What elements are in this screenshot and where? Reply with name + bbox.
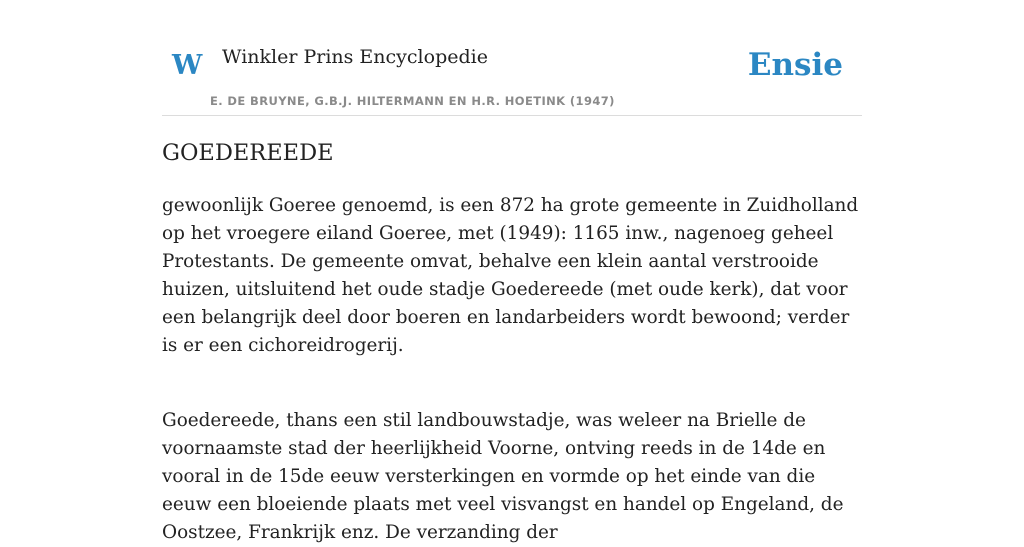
ensie-brand-logo[interactable]: Ensie [747, 47, 843, 83]
source-logo-link[interactable]: W [172, 50, 203, 81]
source-title: Winkler Prins Encyclopedie [222, 46, 488, 68]
entry-title: GOEDEREEDE [162, 140, 334, 166]
source-header [162, 0, 862, 116]
content-container [162, 0, 862, 543]
source-authors: E. DE BRUYNE, G.B.J. HILTERMANN EN H.R. HOETINK (1947) [210, 94, 615, 108]
entry-paragraph-1: gewoonlijk Goeree genoemd, is een 872 ha grote gemeente in Zuidholland op het vroegere eiland Goeree, met (1949): 1165 inw., nagenoeg geheel Protestants. De gemeente omvat, behalve een klein aantal verstrooide huizen, uitsluitend het oude stadje Goedereede (met oude kerk), dat voor een belangrijk deel door boeren en landarbeiders wordt bewoond; verder is er een cichoreidrogerij. [162, 195, 859, 356]
entry-paragraph-2: Goedereede, thans een stil landbouwstadje, was weleer na Brielle de voornaamste stad der heerlijkheid Voorne, ontving reeds in de 14de en vooral in de 15de eeuw versterkingen en vormde op het einde van die eeuw een bloeiende plaats met veel visvangst en handel op Engeland, de Oostzee, Frankrijk enz. De verzanding der [162, 410, 844, 543]
